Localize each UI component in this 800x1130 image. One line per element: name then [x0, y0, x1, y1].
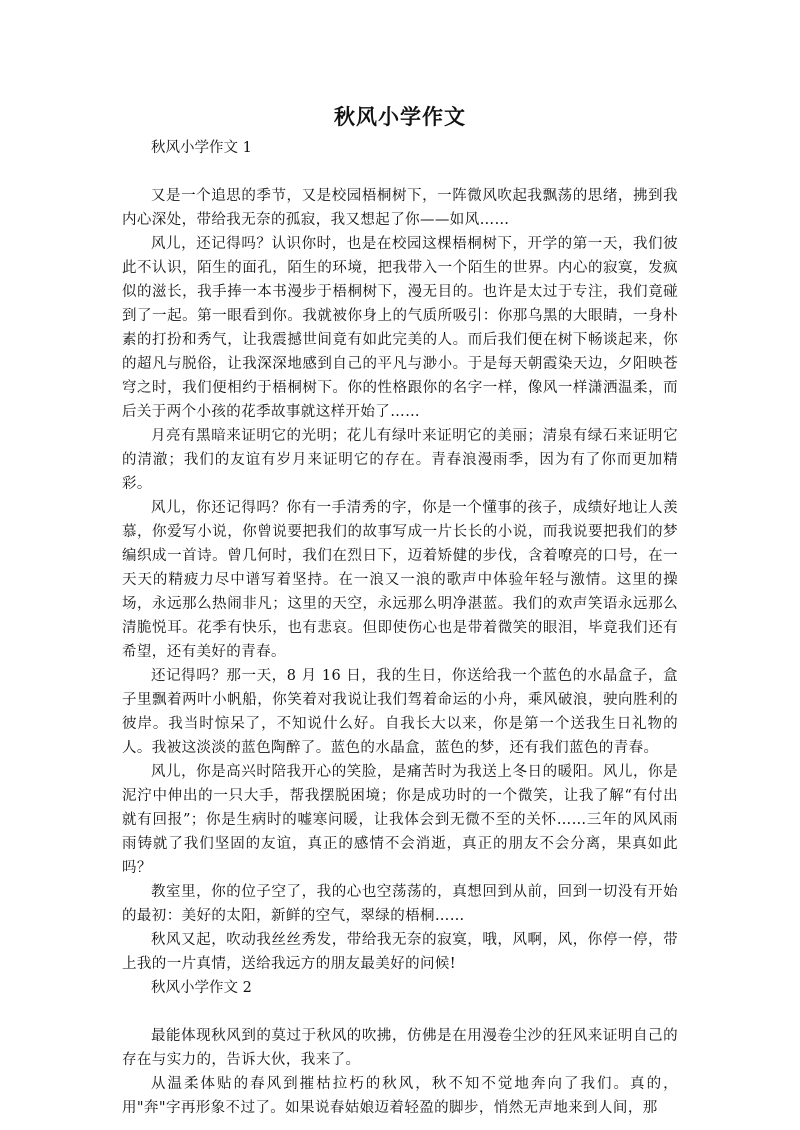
paragraph: 最能体现秋风到的莫过于秋风的吹拂，仿佛是在用漫卷尘沙的狂风来证明自己的存在与实力的，告诉大伙，我来了。 — [122, 1028, 678, 1068]
paragraph: 风儿，你是高兴时陪我开心的笑脸，是痛苦时为我送上冬日的暖阳。风儿，你是泥泞中伸出的一只大手，帮我摆脱困境；你是成功时的一个微笑，让我了解“有付出就有回报”；你是生病时的嘘寒问暖，让我体会到无微不至的关怀……三年的风风雨雨铸就了我们坚固的友谊，真正的感情不会消逝，真正的朋友不会分离，果真如此吗？ — [122, 764, 678, 876]
blank-line — [122, 1000, 678, 1024]
paragraph: 又是一个追思的季节，又是校园梧桐树下，一阵微风吹起我飘荡的思绪，拂到我内心深处，带给我无奈的孤寂，我又想起了你——如风…… — [122, 188, 678, 228]
blank-line — [122, 160, 678, 184]
paragraph: 教室里，你的位子空了，我的心也空荡荡的，真想回到从前，回到一切没有开始的最初：美好的太阳，新鲜的空气，翠绿的梧桐…… — [122, 884, 678, 924]
paragraph: 风儿，你还记得吗？你有一手清秀的字，你是一个懂事的孩子，成绩好地让人羡慕，你爱写小说，你曾说要把我们的故事写成一片长长的小说，而我说要把我们的梦编织成一首诗。曾几何时，我们在烈日下，迈着矫健的步伐，含着嘹亮的口号，在一天天的精疲力尽中谱写着坚持。在一浪又一浪的歌声中体验年轻与激情。这里的操场，永远那么热闹非凡；这里的天空，永远那么明净湛蓝。我们的欢声笑语永远那么清脆悦耳。花季有快乐，也有悲哀。但即使伤心也是带着微笑的眼泪，毕竟我们还有希望，还有美好的青春。 — [122, 500, 678, 660]
section-heading-2: 秋风小学作文 2 — [151, 980, 252, 996]
section-heading-1: 秋风小学作文 1 — [151, 140, 252, 156]
document-body — [122, 136, 678, 1120]
paragraph: 秋风又起，吹动我丝丝秀发，带给我无奈的寂寞，哦，风啊，风，你停一停，带上我的一片真情，送给我远方的朋友最美好的问候! — [122, 932, 678, 972]
paragraph: 风儿，还记得吗？认识你时，也是在校园这棵梧桐树下，开学的第一天，我们彼此不认识，陌生的面孔，陌生的环境，把我带入一个陌生的世界。内心的寂寞，发疯似的滋长，我手捧一本书漫步于梧桐树下，漫无目的。也许是太过于专注，我们竟碰到了一起。第一眼看到你。我就被你身上的气质所吸引：你那乌黑的大眼睛，一身朴素的打扮和秀气，让我震撼世间竟有如此完美的人。而后我们便在树下畅谈起来，你的超凡与脱俗，让我深深地感到自己的平凡与渺小。于是每天朝霞染天边，夕阳映苍穹之时，我们便相约于梧桐树下。你的性格跟你的名字一样，像风一样潇洒温柔，而后关于两个小孩的花季故事就这样开始了…… — [122, 236, 678, 420]
paragraph: 月亮有黑暗来证明它的光明；花儿有绿叶来证明它的美丽；清泉有绿石来证明它的清澈；我们的友谊有岁月来证明它的存在。青春浪漫雨季，因为有了你而更加精彩。 — [122, 428, 678, 492]
paragraph: 从温柔体贴的春风到摧枯拉朽的秋风，秋不知不觉地奔向了我们。真的，用"奔"字再形象不过了。如果说春姑娘迈着轻盈的脚步，悄然无声地来到人间，那 — [122, 1076, 678, 1116]
document-title: 秋风小学作文 — [334, 104, 466, 129]
paragraph: 还记得吗？那一天，8 月 16 日，我的生日，你送给我一个蓝色的水晶盒子，盒子里飘着两叶小帆船，你笑着对我说让我们驾着命运的小舟，乘风破浪，驶向胜利的彼岸。我当时惊呆了，不知说什么好。自我长大以来，你是第一个送我生日礼物的人。我被这淡淡的蓝色陶醉了。蓝色的水晶盒，蓝色的梦，还有我们蓝色的青春。 — [122, 668, 678, 756]
